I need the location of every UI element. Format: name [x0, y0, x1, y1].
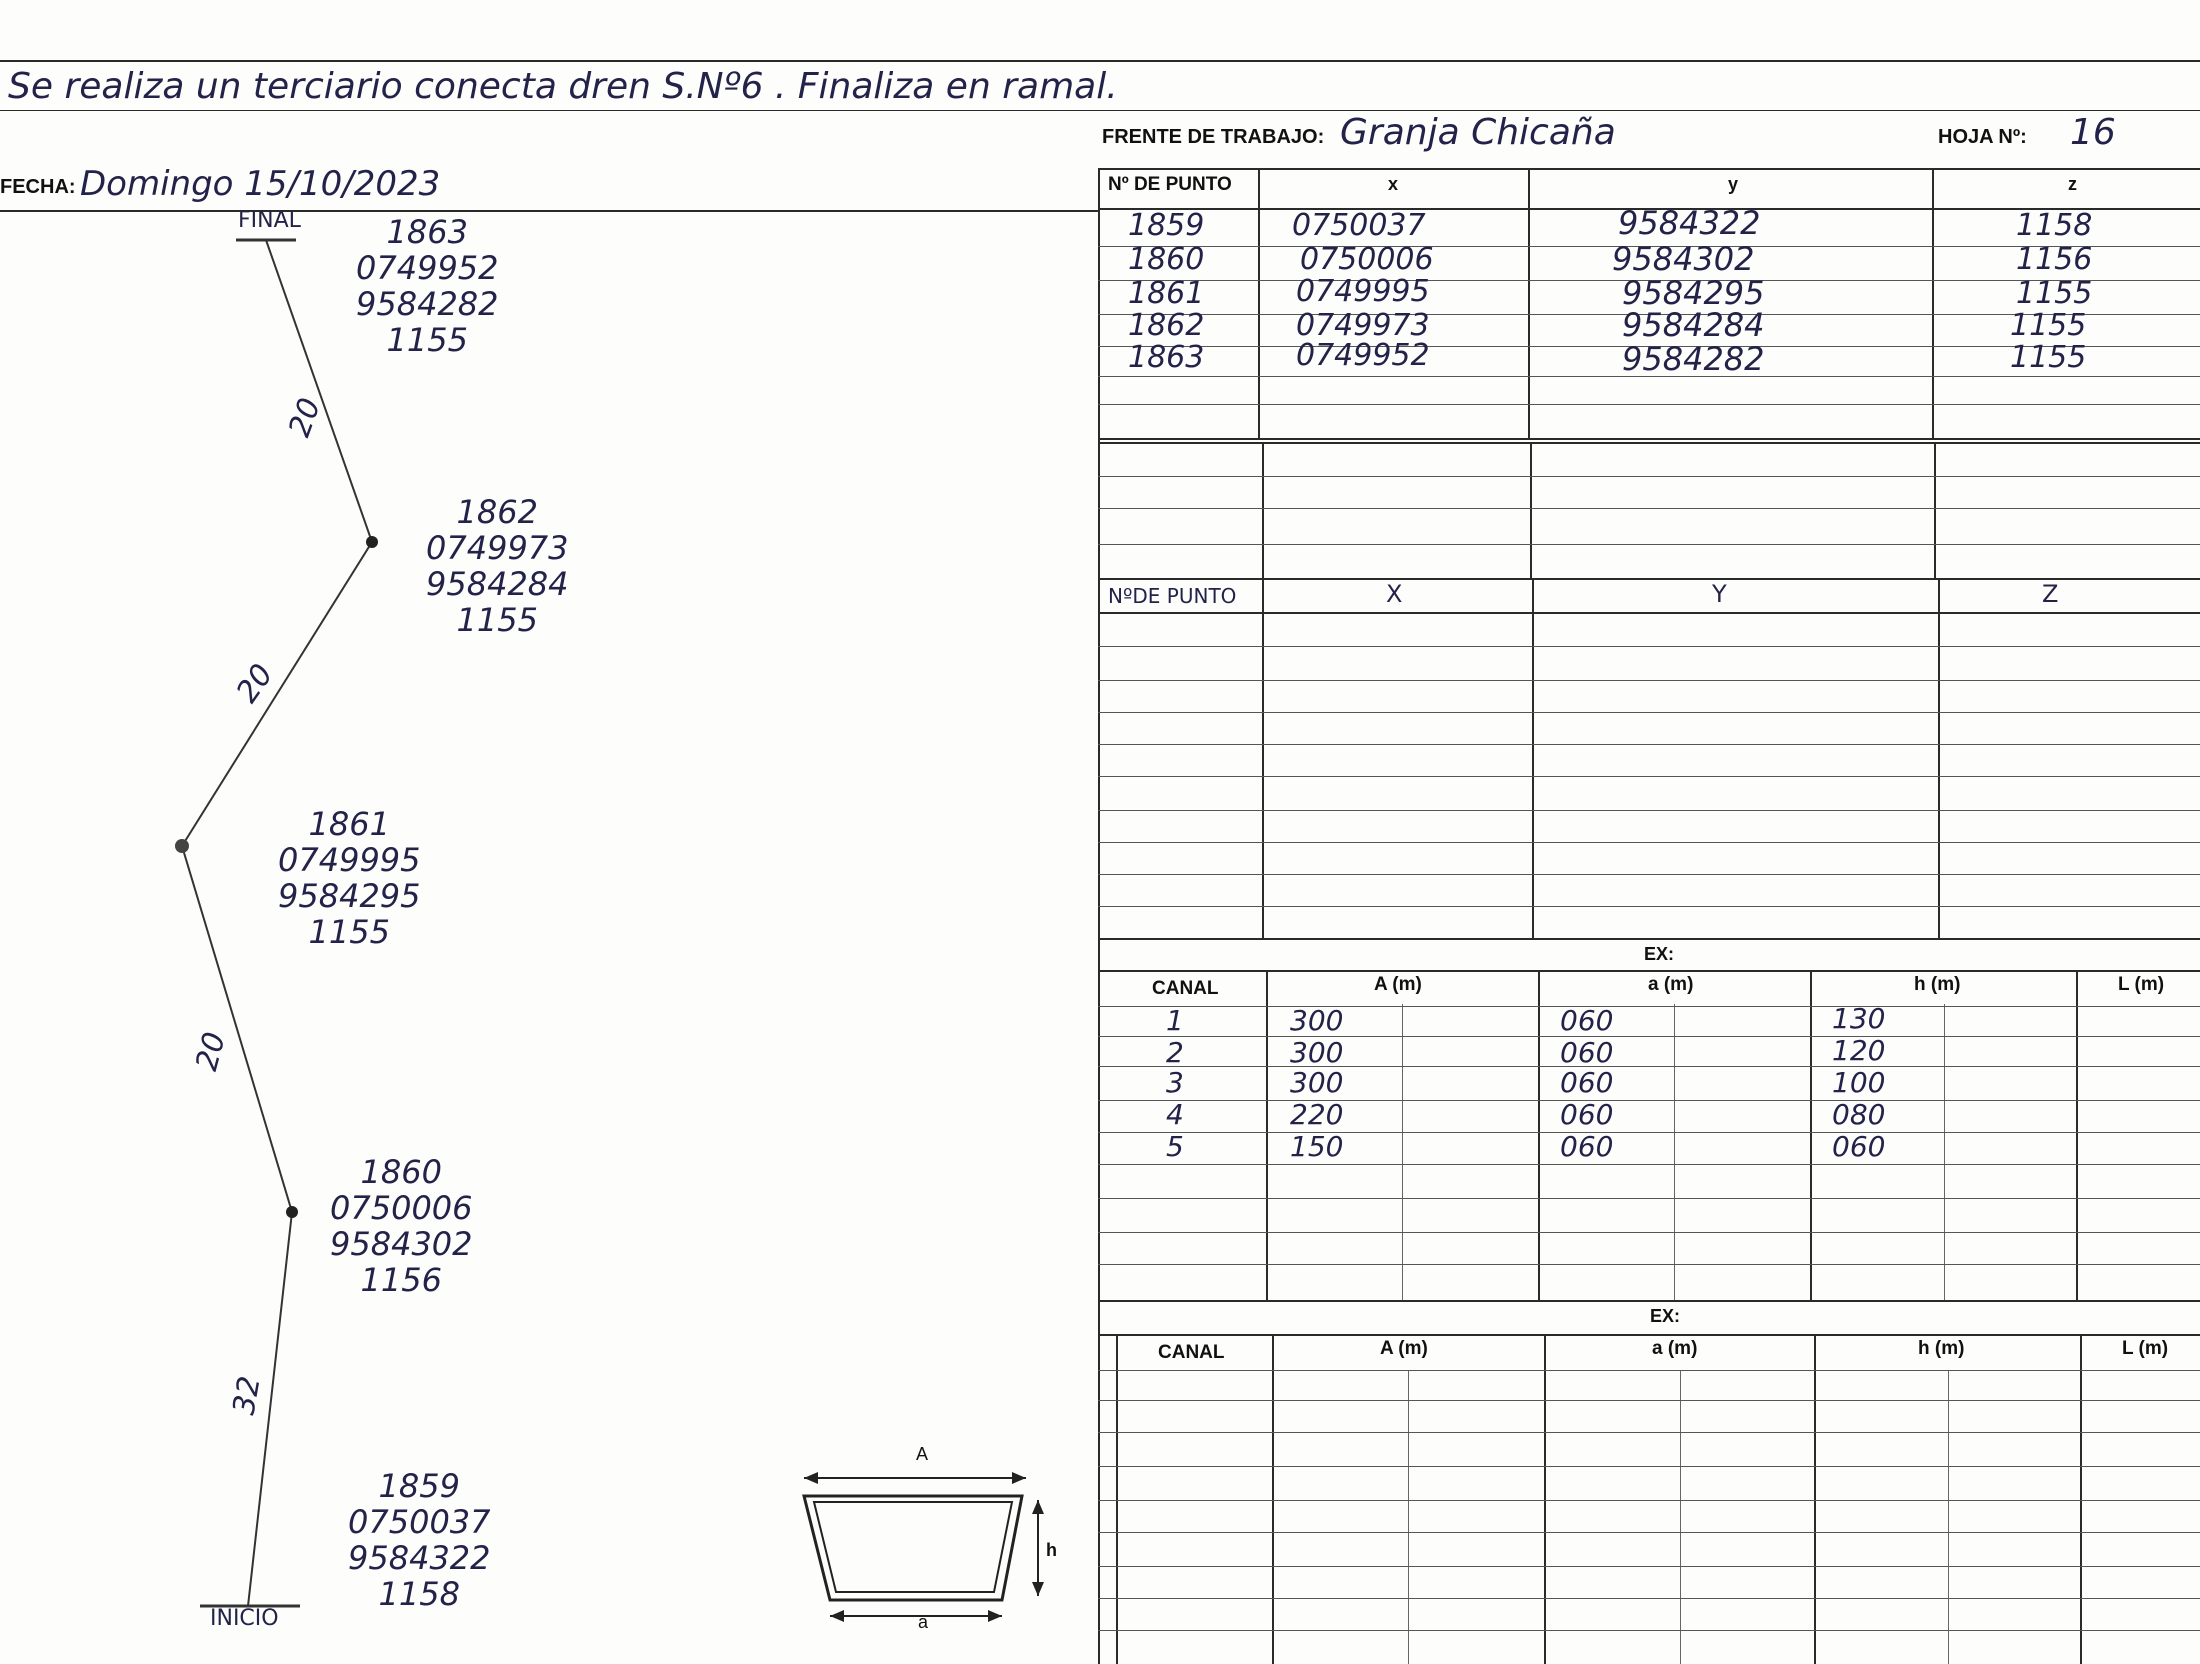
t3-cell-A: 150	[1290, 1130, 1344, 1163]
t1-cell-punto: 1860	[1128, 242, 1205, 277]
t1-cell-x: 0749952	[1296, 338, 1430, 373]
point-id: 1863	[386, 213, 468, 251]
t1-header-punto: Nº DE PUNTO	[1108, 174, 1232, 195]
t3-cell-a: 060	[1560, 1066, 1614, 1099]
t3-header-h: h (m)	[1914, 974, 1961, 995]
header-rule	[1100, 110, 2200, 111]
t3-cell-A: 300	[1290, 1004, 1344, 1037]
t1-cell-x: 0750006	[1300, 242, 1434, 277]
t4-header-A: A (m)	[1380, 1338, 1428, 1359]
t1-cell-punto: 1859	[1128, 208, 1205, 243]
sketch-point-1859	[348, 1468, 491, 1612]
t3-cell-h: 100	[1832, 1066, 1886, 1099]
point-z: 1158	[378, 1575, 460, 1613]
t3-cell-A: 300	[1290, 1066, 1344, 1099]
t4-header-h: h (m)	[1918, 1338, 1965, 1359]
t1-cell-y: 9584282	[1622, 340, 1765, 378]
t3-cell-canal: 3	[1166, 1066, 1184, 1099]
point-z: 1155	[456, 601, 538, 639]
distance-label: 20	[229, 657, 281, 710]
sketch-point-1860	[330, 1154, 473, 1298]
t1-cell-z: 1155	[2016, 276, 2093, 311]
frente-label: FRENTE DE TRABAJO:	[1102, 126, 1325, 148]
t4-header-a: a (m)	[1652, 1338, 1698, 1359]
t3-header-a: a (m)	[1648, 974, 1694, 995]
point-x: 0750037	[348, 1503, 491, 1541]
fecha-value: Domingo 15/10/2023	[80, 164, 441, 204]
t1-cell-punto: 1863	[1128, 340, 1205, 375]
distance-label: 20	[282, 393, 329, 442]
t1-cell-x: 0749995	[1296, 274, 1430, 309]
canal-section-diagram	[790, 1440, 1070, 1640]
t3-header-L: L (m)	[2118, 974, 2165, 995]
hoja-value: 16	[2070, 112, 2116, 153]
distance-label: 32	[226, 1373, 268, 1418]
t3-cell-h: 120	[1832, 1034, 1886, 1067]
t3-cell-canal: 1	[1166, 1004, 1184, 1037]
t1-cell-y: 9584302	[1612, 240, 1755, 278]
t3-cell-h: 060	[1832, 1130, 1886, 1163]
point-marker-1861	[175, 839, 189, 853]
hoja-label: HOJA Nº:	[1938, 126, 2027, 148]
point-id: 1859	[378, 1467, 460, 1505]
point-z: 1155	[308, 913, 390, 951]
t1-cell-z: 1155	[2010, 308, 2087, 343]
point-x: 0749952	[356, 249, 499, 287]
point-marker-1860	[286, 1206, 298, 1218]
t3-header-A: A (m)	[1374, 974, 1422, 995]
t3-header-canal: CANAL	[1152, 978, 1219, 999]
t1-cell-punto: 1862	[1128, 308, 1205, 343]
t1-cell-y: 9584322	[1618, 204, 1761, 242]
diagram-A-label: A	[916, 1444, 929, 1464]
frente-value: Granja Chicaña	[1340, 112, 1616, 153]
point-id: 1862	[456, 493, 538, 531]
t1-cell-z: 1155	[2010, 340, 2087, 375]
note-underline	[0, 110, 1110, 111]
trapezoid-inner	[814, 1502, 1012, 1592]
point-y: 9584322	[348, 1539, 491, 1577]
t3-cell-canal: 5	[1166, 1130, 1184, 1163]
diagram-a-label: a	[918, 1612, 929, 1632]
t3-cell-canal: 4	[1166, 1098, 1184, 1131]
fecha-label: FECHA:	[0, 176, 76, 198]
t1-cell-punto: 1861	[1128, 276, 1205, 311]
right-panel-border	[1098, 168, 1100, 1664]
t2-header-x: X	[1386, 580, 1403, 608]
sketch-point-1861	[278, 806, 421, 950]
t2-header-punto: NºDE PUNTO	[1108, 584, 1237, 608]
t3-cell-h: 080	[1832, 1098, 1886, 1131]
distance-label: 20	[189, 1028, 233, 1075]
header-note: Se realiza un terciario conecta dren S.Nº6 . Finaliza en ramal.	[8, 66, 1118, 107]
inicio-label: INICIO	[210, 1606, 279, 1631]
t1-header-z: z	[2068, 174, 2077, 194]
point-y: 9584295	[278, 877, 421, 915]
t4-header-L: L (m)	[2122, 1338, 2169, 1359]
t3-cell-A: 220	[1290, 1098, 1344, 1131]
t3-cell-a: 060	[1560, 1004, 1614, 1037]
point-y: 9584302	[330, 1225, 473, 1263]
point-marker-1862	[366, 536, 378, 548]
t4-header-canal: CANAL	[1158, 1342, 1225, 1363]
point-id: 1861	[308, 805, 390, 843]
t3-cell-a: 060	[1560, 1036, 1614, 1069]
t1-cell-z: 1158	[2016, 208, 2093, 243]
final-label: FINAL	[238, 208, 301, 233]
point-id: 1860	[360, 1153, 442, 1191]
t3-cell-A: 300	[1290, 1036, 1344, 1069]
t1-header-y: y	[1728, 174, 1739, 194]
t2-header-z: Z	[2042, 580, 2059, 608]
t1-cell-y: 9584284	[1622, 306, 1765, 344]
point-z: 1156	[360, 1261, 442, 1299]
trapezoid-outer	[804, 1496, 1022, 1600]
top-border	[0, 60, 2200, 62]
diagram-h-label: h	[1046, 1540, 1057, 1560]
t1-cell-x: 0749973	[1296, 308, 1430, 343]
sketch-point-1863	[356, 214, 499, 358]
t3-ex-label: EX:	[1644, 944, 1675, 964]
t1-cell-z: 1156	[2016, 242, 2093, 277]
t3-cell-a: 060	[1560, 1098, 1614, 1131]
point-y: 9584282	[356, 285, 499, 323]
point-y: 9584284	[426, 565, 569, 603]
t2-header-y: Y	[1712, 580, 1727, 608]
t3-cell-a: 060	[1560, 1130, 1614, 1163]
point-x: 0749973	[426, 529, 569, 567]
t1-cell-y: 9584295	[1622, 274, 1765, 312]
t4-ex-label: EX:	[1650, 1306, 1681, 1326]
t1-cell-x: 0750037	[1292, 208, 1426, 243]
t3-cell-h: 130	[1832, 1002, 1886, 1035]
sketch-point-1862	[426, 494, 569, 638]
t3-cell-canal: 2	[1166, 1036, 1184, 1069]
t1-header-x: x	[1388, 174, 1399, 194]
point-z: 1155	[386, 321, 468, 359]
point-x: 0749995	[278, 841, 421, 879]
point-x: 0750006	[330, 1189, 473, 1227]
